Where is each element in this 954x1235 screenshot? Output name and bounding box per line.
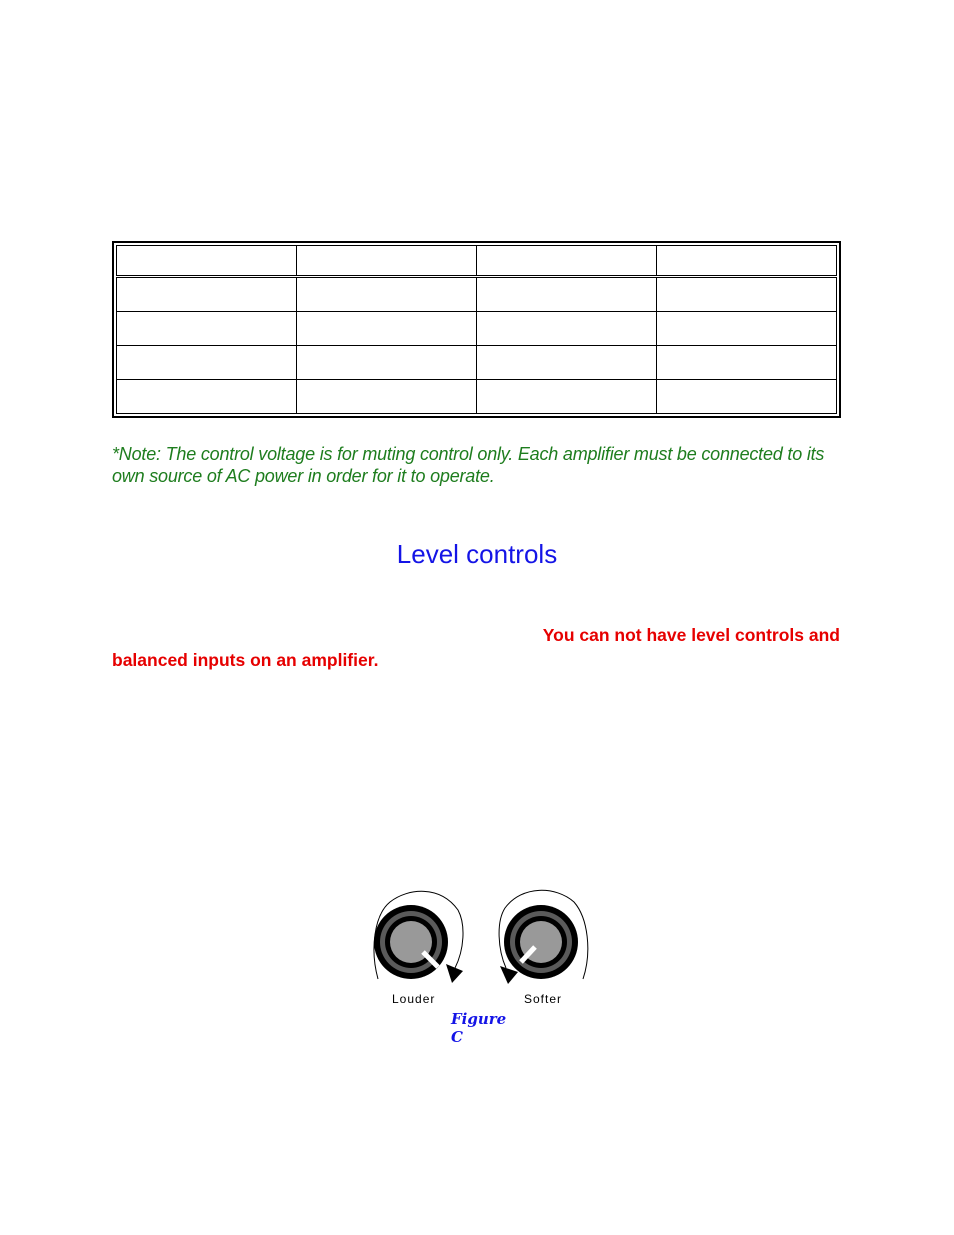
- table-cell: [657, 246, 837, 277]
- warning-paragraph: [112, 623, 840, 673]
- knob-right-label: Softer: [524, 992, 563, 1006]
- table-row: [117, 277, 837, 312]
- table-row: [117, 312, 837, 346]
- table-cell: [297, 277, 477, 312]
- table-cell: [657, 346, 837, 380]
- figure-caption: Figure C: [451, 1010, 507, 1046]
- table-cell: [297, 346, 477, 380]
- warning-line-1: You can not have level controls and: [542, 625, 840, 645]
- table-row: [117, 346, 837, 380]
- table-cell: [477, 346, 657, 380]
- table-cell: [117, 246, 297, 277]
- note-paragraph: *Note: The control voltage is for muting control only. Each amplifier must be connected to its own source of AC power in order for it to operate.: [112, 444, 825, 486]
- knob-louder-icon: [374, 905, 448, 979]
- table-cell: [297, 246, 477, 277]
- table-cell: [477, 380, 657, 414]
- table-cell: [297, 380, 477, 414]
- table-cell: [477, 277, 657, 312]
- table-cell: [117, 346, 297, 380]
- table-grid: [116, 245, 837, 414]
- section-heading: Level controls: [396, 539, 558, 569]
- table-cell: [117, 277, 297, 312]
- table-cell: [477, 312, 657, 346]
- table-cell: [297, 312, 477, 346]
- data-table: [112, 241, 841, 418]
- table-cell: [657, 312, 837, 346]
- table-cell: [657, 380, 837, 414]
- table-header-row: [117, 246, 837, 277]
- knob-left-label: Louder: [392, 992, 436, 1006]
- table-cell: [117, 380, 297, 414]
- table-cell: [477, 246, 657, 277]
- table-cell: [657, 277, 837, 312]
- table-cell: [117, 312, 297, 346]
- table-row: [117, 380, 837, 414]
- knob-softer-icon: [504, 905, 578, 979]
- warning-line-2: balanced inputs on an amplifier.: [112, 650, 379, 670]
